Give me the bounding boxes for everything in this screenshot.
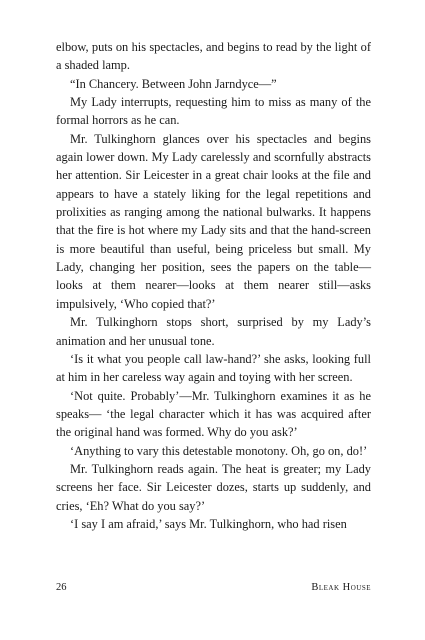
paragraph-2: “In Chancery. Between John Jarndyce—”	[70, 76, 277, 91]
running-head: Bleak House	[311, 582, 371, 593]
paragraph-4: Mr. Tulkinghorn glances over his spectacles and begins again lower down. My Lady carelessly and scornfully abstracts her attention. Sir Leicester in a great chair looks at the file and appears to have a stately liking for the legal repetitions and prolixities as ranging among the national bulwarks. It happens that the fire is hot where my Lady sits and that the hand-screen is more beautiful than useful, being priceless but small. My Lady, changing her position, sees the papers on the table—looks at them nearer—looks at them nearer still—asks impulsively, ‘Who copied that?’	[56, 131, 371, 311]
paragraph-10: ‘I say I am afraid,’ says Mr. Tulkinghorn, who had risen	[70, 516, 347, 531]
paragraph-9: Mr. Tulkinghorn reads again. The heat is greater; my Lady screens her face. Sir Leicester dozes, starts up suddenly, and cries, ‘Eh? What do you say?’	[56, 461, 371, 513]
paragraph-8: ‘Anything to vary this detestable monotony. Oh, go on, do!’	[70, 443, 368, 458]
page-footer	[56, 581, 371, 595]
page-number: 26	[56, 582, 67, 593]
paragraph-3: My Lady interrupts, requesting him to miss as many of the formal horrors as he can.	[56, 95, 371, 128]
paragraph-6: ‘Is it what you people call law-hand?’ she asks, looking full at him in her careless way again and toying with her screen.	[56, 351, 371, 385]
paragraph-7: ‘Not quite. Probably’—Mr. Tulkinghorn examines it as he speaks— ‘the legal character which it has was acquired after the original hand was formed. Why do you ask?’	[56, 388, 371, 440]
paragraph-5: Mr. Tulkinghorn stops short, surprised by my Lady’s animation and her unusual tone.	[56, 315, 371, 348]
page-body	[56, 38, 371, 533]
paragraph-1: elbow, puts on his spectacles, and begins to read by the light of a shaded lamp.	[56, 40, 371, 73]
